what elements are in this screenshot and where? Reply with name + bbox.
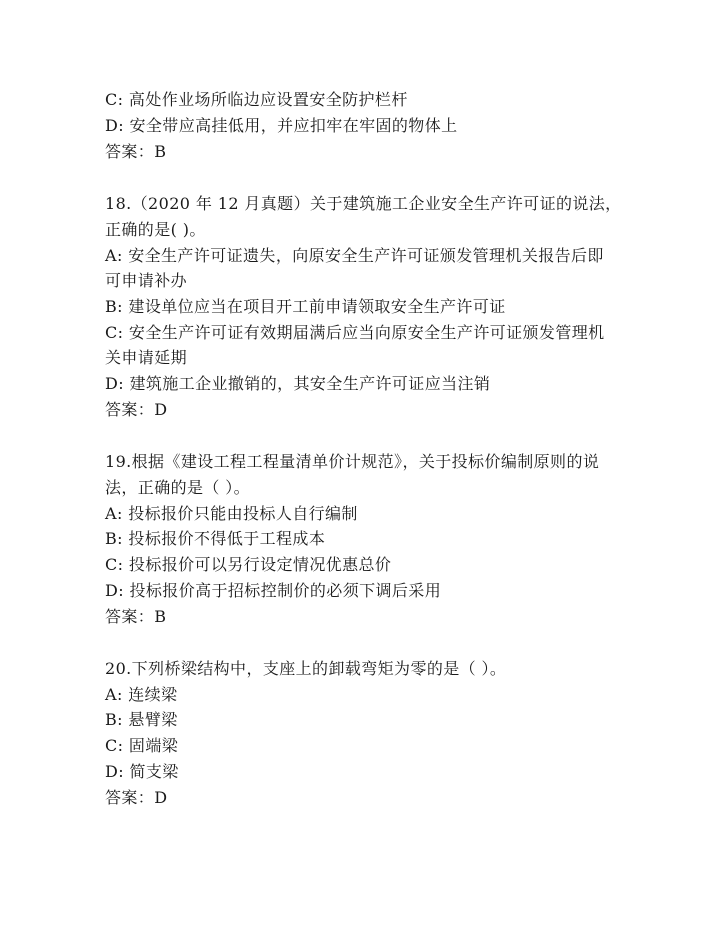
q20-stem: 20.下列桥梁结构中，支座上的卸载弯矩为零的是（ ）。 (105, 659, 507, 678)
q18-option-b: B: 建设单位应当在项目开工前申请领取安全生产许可证 (105, 297, 506, 316)
q18-answer: 答案：D (105, 400, 168, 419)
q18-stem-line1: 18.（2020 年 12 月真题）关于建筑施工企业安全生产许可证的说法， (105, 194, 622, 213)
q19-answer: 答案：B (105, 607, 167, 626)
q20-option-d: D: 简支梁 (105, 762, 179, 781)
q20-option-a: A: 连续梁 (105, 685, 178, 704)
q19-stem-line1: 19.根据《建设工程工程量清单价计规范》，关于投标价编制原则的说 (105, 452, 600, 471)
q18-option-a-line1: A: 安全生产许可证遗失，向原安全生产许可证颁发管理机关报告后即 (105, 246, 604, 265)
q19-option-b: B: 投标报价不得低于工程成本 (105, 529, 326, 548)
q18-option-c-line1: C: 安全生产许可证有效期届满后应当向原安全生产许可证颁发管理机 (105, 323, 605, 342)
q20-answer: 答案：D (105, 788, 168, 807)
q17-option-c: C: 高处作业场所临边应设置安全防护栏杆 (105, 90, 408, 109)
q18-stem-line2: 正确的是( )。 (105, 220, 206, 239)
q19-option-d: D: 投标报价高于招标控制价的必须下调后采用 (105, 581, 442, 600)
q17-answer: 答案：B (105, 142, 167, 161)
q19-option-a: A: 投标报价只能由投标人自行编制 (105, 504, 358, 523)
q19-stem-line2: 法，正确的是（ ）。 (105, 478, 251, 497)
q18-option-c-line2: 关申请延期 (105, 348, 188, 367)
q18-option-a-line2: 可申请补办 (105, 271, 188, 290)
q20-option-b: B: 悬臂梁 (105, 710, 178, 729)
q18-option-d: D: 建筑施工企业撤销的，其安全生产许可证应当注销 (105, 374, 491, 393)
q19-option-c: C: 投标报价可以另行设定情况优惠总价 (105, 555, 392, 574)
q17-option-d: D: 安全带应高挂低用，并应扣牢在牢固的物体上 (105, 116, 458, 135)
q20-option-c: C: 固端梁 (105, 736, 179, 755)
